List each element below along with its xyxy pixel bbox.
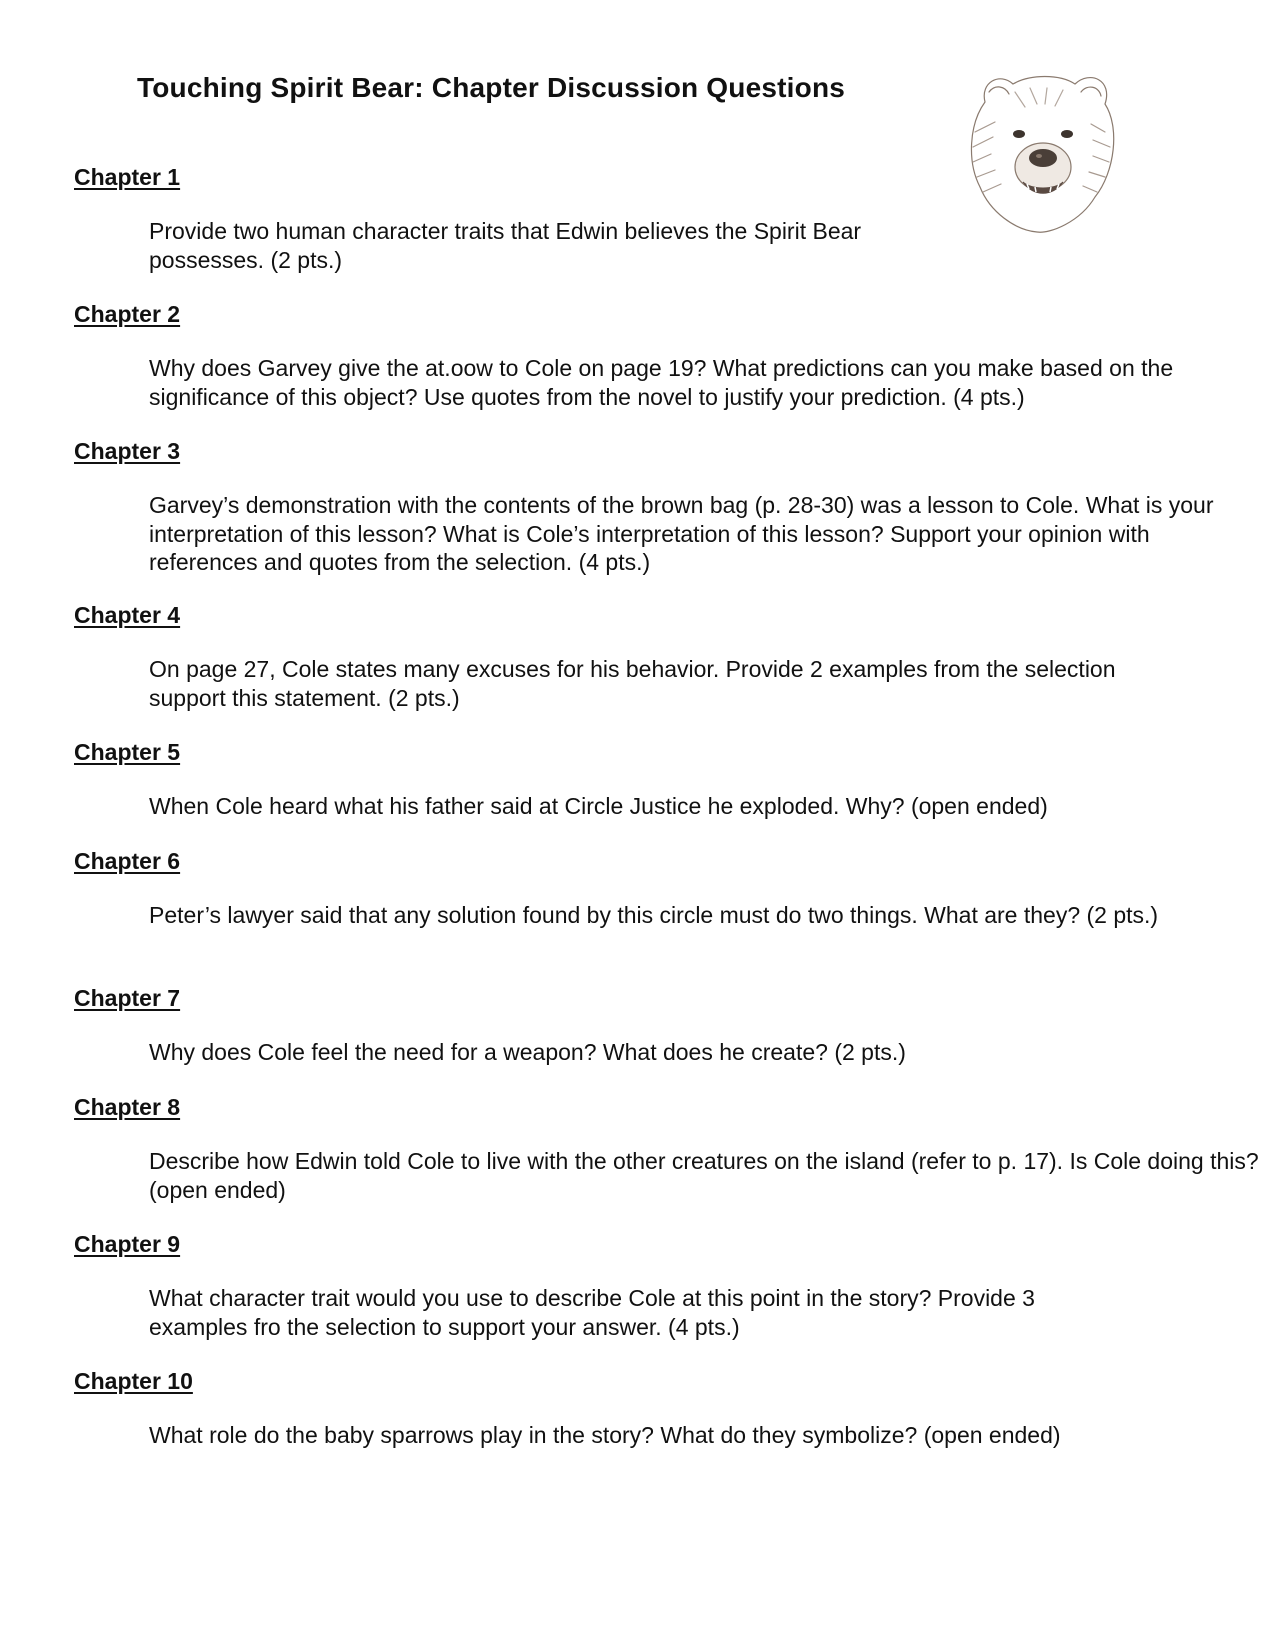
chapter-heading: Chapter 4: [74, 602, 181, 628]
chapter-section: [74, 1093, 1259, 1230]
chapter-question: Why does Cole feel the need for a weapon? What does he create? (2 pts.): [149, 1039, 906, 1065]
chapter-section: [74, 437, 1214, 601]
chapter-question: Peter’s lawyer said that any solution found by this circle must do two things. What are they? (2 pts.): [149, 902, 1159, 928]
chapter-question: Why does Garvey give the at.oow to Cole on page 19? What predictions can you make based on the significance of this object? Use quotes from the novel to justify your prediction. (4 pts.): [149, 355, 1174, 410]
chapter-question: Provide two human character traits that Edwin believes the Spirit Bear possesses. (2 pts.): [149, 218, 862, 273]
chapter-question: When Cole heard what his father said at Circle Justice he exploded. Why? (open ended): [149, 793, 1048, 819]
chapter-question: Garvey’s demonstration with the contents of the brown bag (p. 28-30) was a lesson to Cole. What is your interpretation of this lesson? What is Cole’s interpretation of this lesson? Support your opinion with references and quotes from the selection. (4 pts.): [149, 492, 1214, 575]
chapter-question: What character trait would you use to describe Cole at this point in the story? Provide 3 examples fro the selection to support your answer. (4 pts.): [149, 1285, 1035, 1340]
chapter-section: [74, 601, 1214, 738]
chapter-heading: Chapter 3: [74, 438, 181, 464]
chapter-section: [74, 738, 1214, 847]
chapter-section: [74, 984, 1214, 1093]
chapter-question: Describe how Edwin told Cole to live with the other creatures on the island (refer to p. 17). Is Cole doing this? (open ended): [149, 1148, 1259, 1203]
chapter-heading: Chapter 6: [74, 848, 181, 874]
chapter-heading: Chapter 8: [74, 1094, 181, 1120]
page-title: Touching Spirit Bear: Chapter Discussion Questions: [137, 72, 846, 103]
chapter-question: On page 27, Cole states many excuses for his behavior. Provide 2 examples from the selection support this statement. (2 pts.): [149, 656, 1116, 711]
chapter-heading: Chapter 10: [74, 1368, 193, 1394]
chapter-question: What role do the baby sparrows play in the story? What do they symbolize? (open ended): [149, 1422, 1061, 1448]
chapter-heading: Chapter 1: [74, 164, 181, 190]
chapter-section: [74, 300, 1214, 437]
chapter-heading: Chapter 5: [74, 739, 181, 765]
chapter-heading: Chapter 7: [74, 985, 181, 1011]
chapter-section: [74, 1367, 1214, 1476]
chapter-heading: Chapter 2: [74, 301, 181, 327]
chapter-section: [74, 1230, 1214, 1367]
chapter-section: [74, 847, 1214, 984]
chapter-section: [74, 163, 1214, 300]
chapter-heading: Chapter 9: [74, 1231, 181, 1257]
chapter-list: [74, 163, 1259, 1476]
